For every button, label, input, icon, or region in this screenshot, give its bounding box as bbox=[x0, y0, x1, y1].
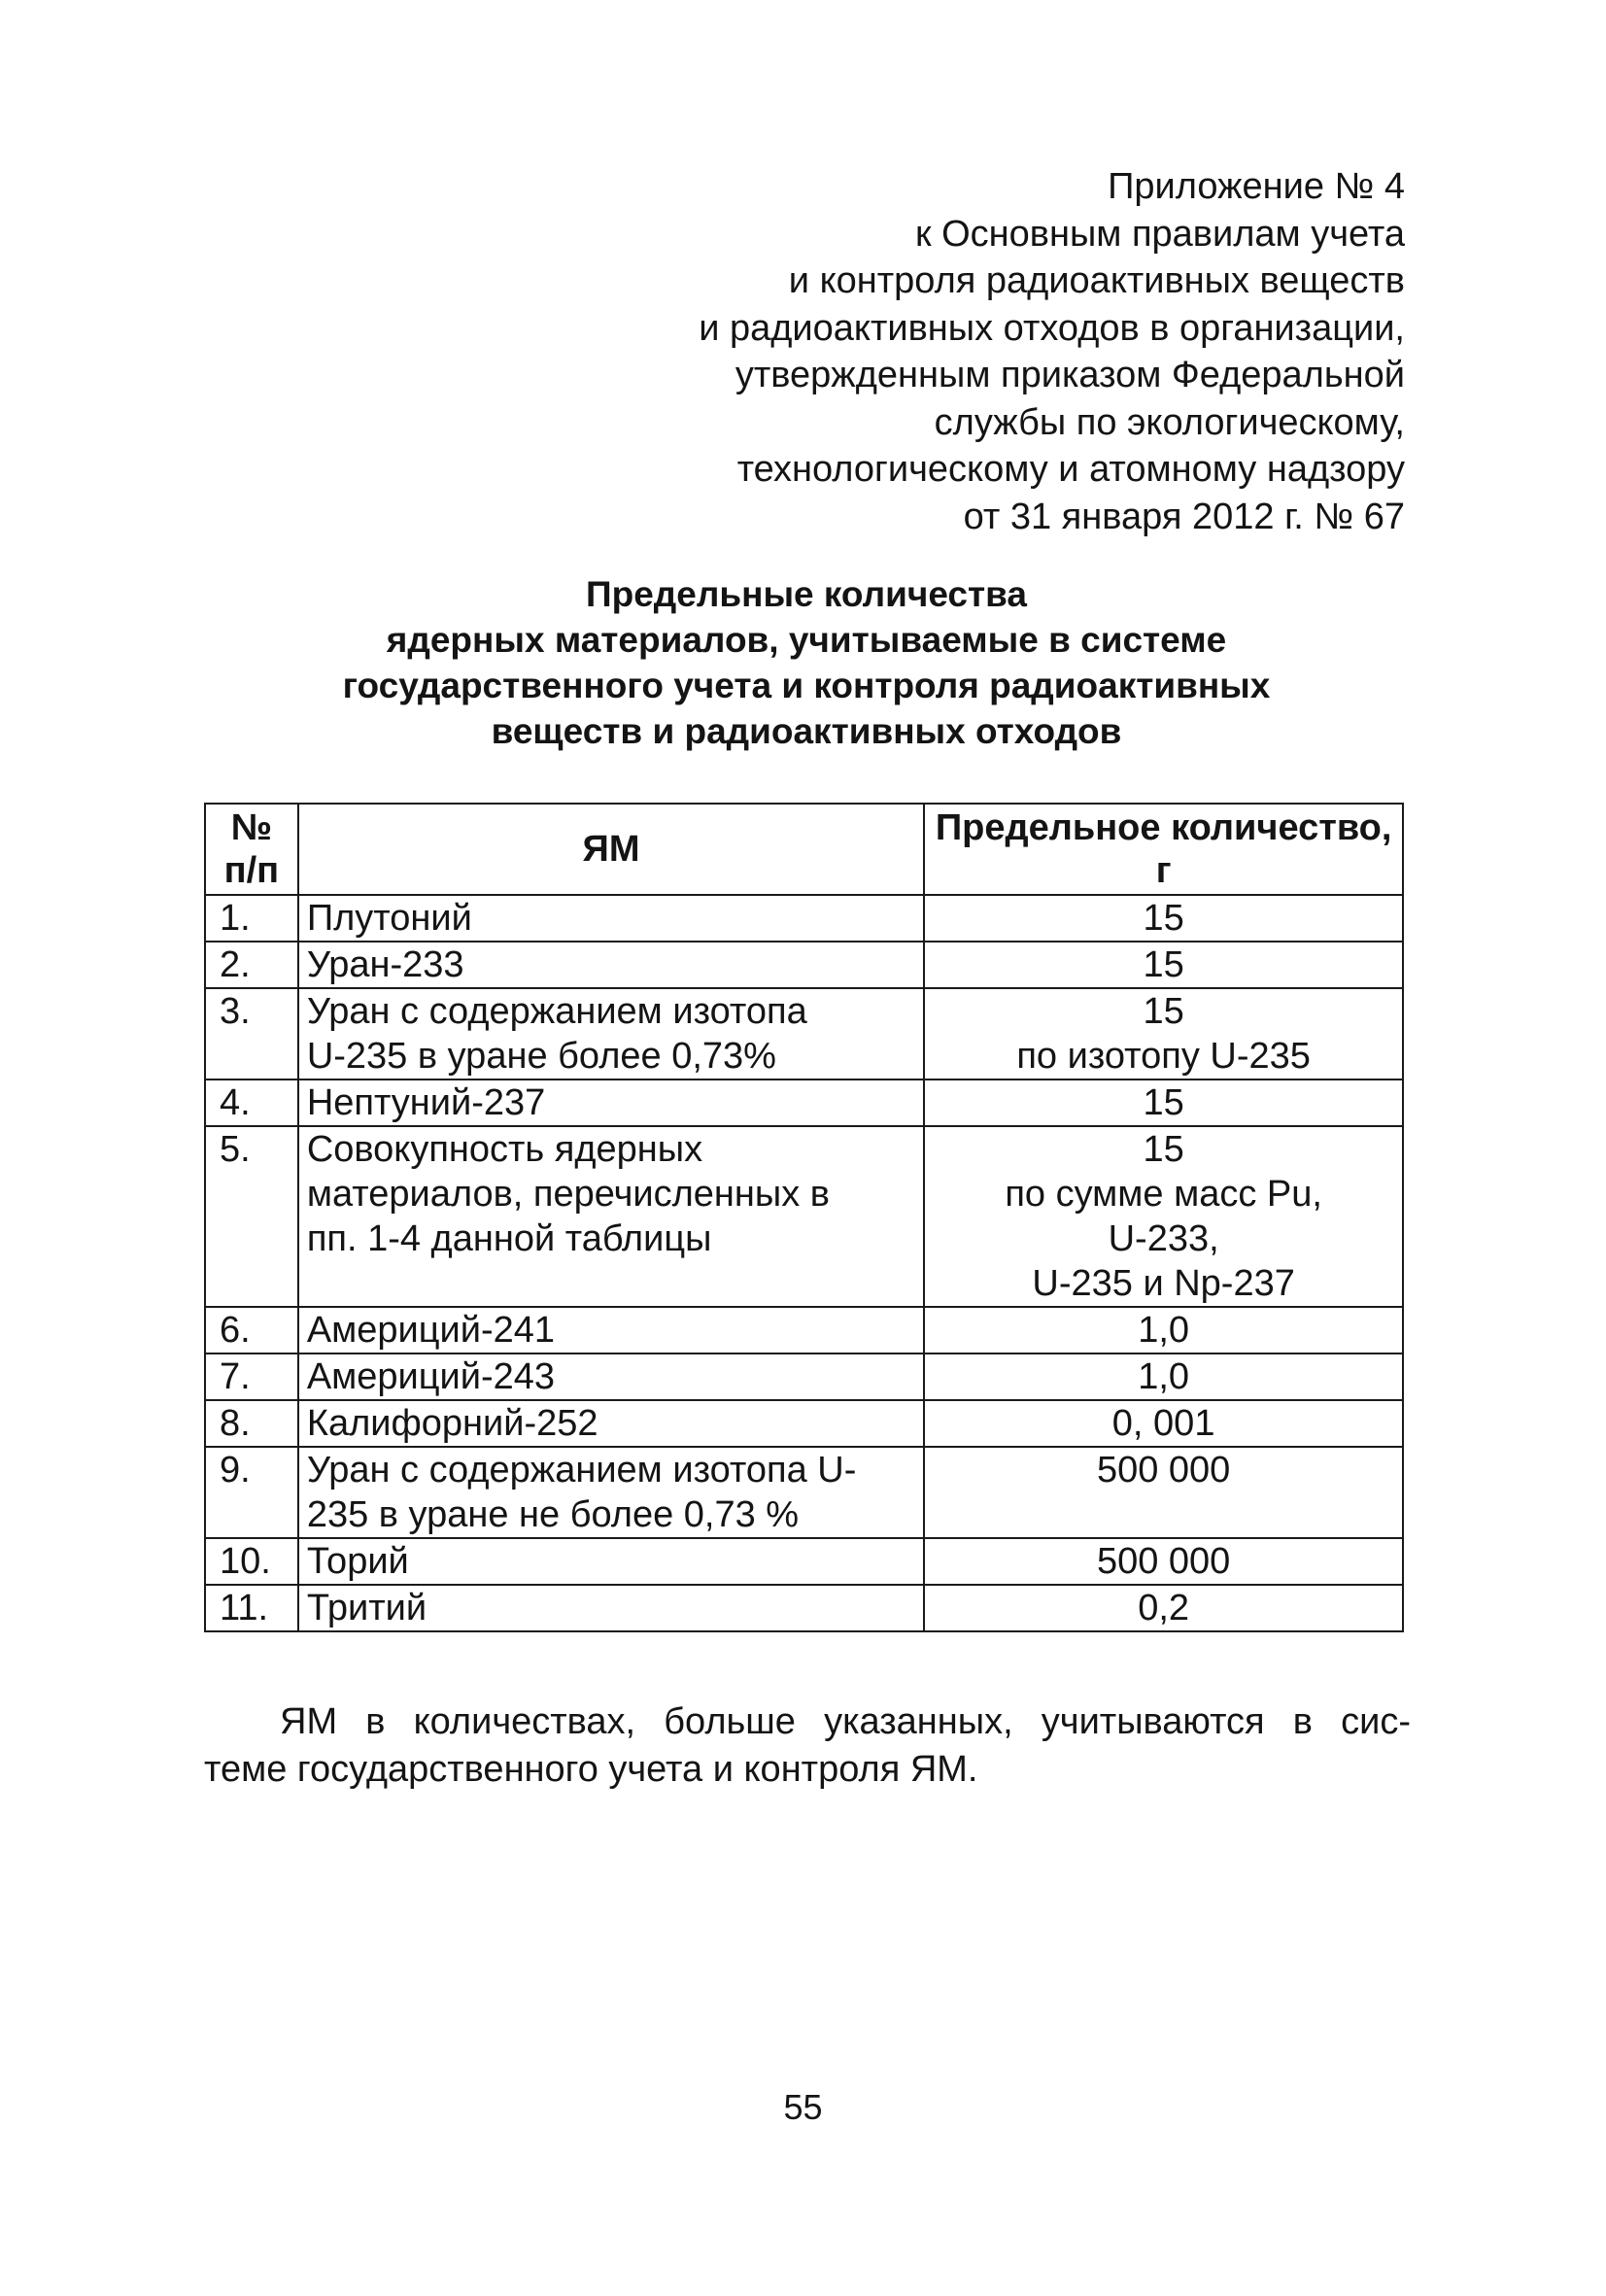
page-number: 55 bbox=[783, 2087, 823, 2127]
limit-quantity bbox=[924, 1079, 1403, 1126]
row-number: 10. bbox=[205, 1538, 298, 1585]
table-row bbox=[205, 1307, 1403, 1354]
limit-quantity bbox=[924, 942, 1403, 988]
annex-line: к Основным правилам учета bbox=[914, 213, 1405, 255]
limit-quantity-line: 15 bbox=[1143, 898, 1184, 939]
title-line: веществ и радиоактивных отходов bbox=[491, 711, 1122, 751]
material-name-line: Америций-241 bbox=[306, 1310, 556, 1351]
table-row bbox=[205, 1585, 1403, 1631]
row-number: 9. bbox=[205, 1447, 298, 1538]
limit-quantity-line: 15 bbox=[1143, 944, 1184, 985]
header-quantity bbox=[924, 804, 1403, 895]
table-row bbox=[205, 1126, 1403, 1307]
limit-quantity bbox=[924, 1354, 1403, 1400]
table-row bbox=[205, 1400, 1403, 1447]
material-name-line: Нептуний-237 bbox=[306, 1082, 546, 1123]
material-name-line: Уран с содержанием изотопа U- bbox=[306, 1450, 857, 1491]
limit-quantity-line: U-235 и Np-237 bbox=[1032, 1263, 1295, 1304]
material-name-line: Плутоний bbox=[306, 898, 472, 939]
limit-quantity-line: 15 bbox=[1143, 1082, 1184, 1123]
material-name bbox=[298, 1585, 924, 1631]
limit-quantity bbox=[924, 1585, 1403, 1631]
material-name-line: Уран с содержанием изотопа bbox=[306, 991, 807, 1032]
annex-line: от 31 января 2012 г. № 67 bbox=[963, 496, 1405, 537]
limit-quantity-line: 0, 001 bbox=[1111, 1403, 1215, 1444]
table-header-row bbox=[205, 804, 1403, 895]
row-number: 5. bbox=[205, 1126, 298, 1307]
material-name bbox=[298, 1126, 924, 1307]
row-number: 11. bbox=[205, 1585, 298, 1631]
annex-line: технологическому и атомному надзору bbox=[736, 449, 1405, 490]
limit-quantity-line: 1,0 bbox=[1138, 1356, 1190, 1397]
material-name-line: Уран-233 bbox=[306, 944, 464, 985]
header-material: ЯМ bbox=[298, 804, 924, 895]
annex-line: и контроля радиоактивных веществ bbox=[788, 260, 1405, 301]
table-row bbox=[205, 988, 1403, 1079]
limit-quantity bbox=[924, 988, 1403, 1079]
annex-reference-block bbox=[530, 163, 1405, 540]
table-row bbox=[205, 1079, 1403, 1126]
limit-quantity-line: по изотопу U-235 bbox=[1016, 1036, 1311, 1077]
annex-line: и радиоактивных отходов в организации, bbox=[699, 307, 1405, 349]
material-name-line: U-235 в уране более 0,73% bbox=[306, 1036, 776, 1077]
material-name bbox=[298, 988, 924, 1079]
title-line: ядерных материалов, учитываемые в системе bbox=[386, 620, 1227, 660]
material-name bbox=[298, 942, 924, 988]
material-name-line: 235 в уране не более 0,73 % bbox=[306, 1494, 800, 1535]
header-number bbox=[205, 804, 298, 895]
header-quantity-line: количество, г bbox=[1155, 807, 1392, 891]
annex-line: утвержденным приказом Федеральной bbox=[735, 355, 1405, 395]
material-name bbox=[298, 1354, 924, 1400]
table-row bbox=[205, 1354, 1403, 1400]
document-title bbox=[175, 571, 1438, 754]
limit-quantity-line: по сумме масс Pu, bbox=[1005, 1174, 1322, 1215]
material-name bbox=[298, 1079, 924, 1126]
limit-quantity bbox=[924, 1538, 1403, 1585]
material-name-line: Калифорний-252 bbox=[306, 1403, 598, 1444]
footnote-line: теме государственного учета и контроля ЯМ. bbox=[204, 1749, 978, 1790]
limit-quantity bbox=[924, 1400, 1403, 1447]
table-row bbox=[205, 1538, 1403, 1585]
material-name-line: Совокупность ядерных bbox=[306, 1129, 703, 1170]
nuclear-materials-limits-table bbox=[204, 803, 1404, 1632]
table-row bbox=[205, 1447, 1403, 1538]
header-number-line: № bbox=[230, 807, 273, 848]
table-body bbox=[205, 895, 1403, 1631]
limit-quantity bbox=[924, 1447, 1403, 1538]
limit-quantity-line: 500 000 bbox=[1096, 1450, 1231, 1491]
limit-quantity-line: 0,2 bbox=[1138, 1588, 1190, 1628]
material-name bbox=[298, 1307, 924, 1354]
material-name bbox=[298, 1447, 924, 1538]
row-number: 1. bbox=[205, 895, 298, 942]
material-name-line: Тритий bbox=[306, 1588, 427, 1628]
row-number: 6. bbox=[205, 1307, 298, 1354]
row-number: 2. bbox=[205, 942, 298, 988]
header-number-line: п/п bbox=[223, 850, 280, 891]
limit-quantity bbox=[924, 895, 1403, 942]
row-number: 8. bbox=[205, 1400, 298, 1447]
material-name bbox=[298, 1538, 924, 1585]
title-line: Предельные количества bbox=[586, 574, 1027, 614]
row-number: 3. bbox=[205, 988, 298, 1079]
annex-line: службы по экологическому, bbox=[934, 401, 1405, 443]
material-name-line: материалов, перечисленных в bbox=[306, 1174, 830, 1215]
limit-quantity-line: U-233, bbox=[1108, 1218, 1219, 1259]
limit-quantity bbox=[924, 1126, 1403, 1307]
row-number: 7. bbox=[205, 1354, 298, 1400]
limit-quantity-line: 1,0 bbox=[1138, 1310, 1190, 1351]
table-header bbox=[205, 804, 1403, 895]
row-number: 4. bbox=[205, 1079, 298, 1126]
material-name bbox=[298, 895, 924, 942]
limit-quantity bbox=[924, 1307, 1403, 1354]
footnote-paragraph bbox=[204, 1698, 1411, 1794]
table-row bbox=[205, 942, 1403, 988]
annex-line: Приложение № 4 bbox=[1108, 166, 1405, 207]
limit-quantity-line: 15 bbox=[1143, 1129, 1184, 1170]
footnote-line: ЯМ в количествах, больше указанных, учитываются в сис- bbox=[280, 1701, 1411, 1742]
material-name bbox=[298, 1400, 924, 1447]
header-quantity-line: Предельное bbox=[935, 807, 1161, 848]
table-row bbox=[205, 895, 1403, 942]
material-name-line: Торий bbox=[306, 1541, 409, 1582]
title-line: государственного учета и контроля радиоактивных bbox=[342, 666, 1271, 705]
limit-quantity-line: 15 bbox=[1143, 991, 1184, 1032]
limit-quantity-line: 500 000 bbox=[1096, 1541, 1231, 1582]
material-name-line: Америций-243 bbox=[306, 1356, 556, 1397]
material-name-line: пп. 1-4 данной таблицы bbox=[306, 1218, 712, 1259]
